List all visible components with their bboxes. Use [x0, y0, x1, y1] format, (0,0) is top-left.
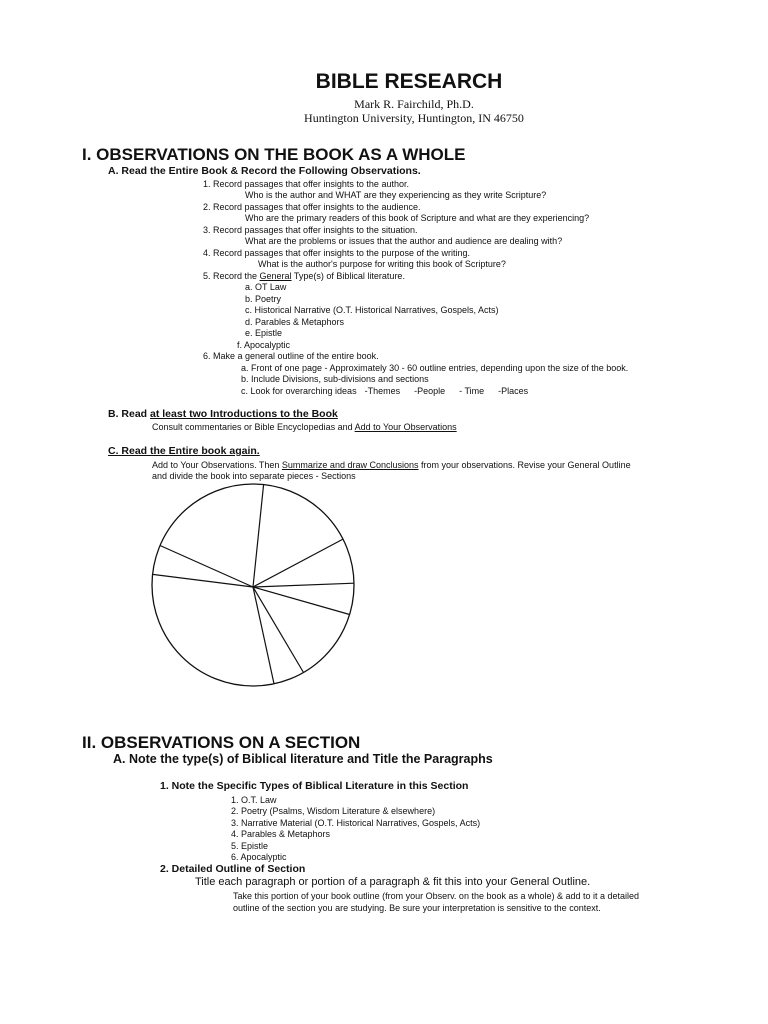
section-1a-heading: A. Read the Entire Book & Record the Following Observations.	[108, 165, 421, 177]
section-1c-line-1-pre: Add to Your Observations. Then	[152, 460, 282, 470]
item-4-question: What is the author's purpose for writing this book of Scripture?	[258, 259, 506, 269]
section-1c-line-1-post: from your observations. Revise your General Outline	[418, 460, 631, 470]
section-2-sub2-detail-2: outline of the section you are studying. Be sure your interpretation is sensitive to the context.	[233, 903, 601, 913]
item-1: 1. Record passages that offer insights to the author.	[203, 179, 409, 189]
pie-spoke	[253, 539, 343, 587]
section-1b-text-underlined: Add to Your Observations	[354, 422, 457, 432]
item-6-c-label: c. Look for overarching ideas	[241, 386, 357, 396]
item-1-question: Who is the author and WHAT are they experiencing as they write Scripture?	[245, 190, 547, 200]
item-5-sub: a. OT Law	[245, 282, 287, 292]
item-2-question: Who are the primary readers of this book of Scripture and what are they experiencing?	[245, 213, 590, 223]
tag-people: -People	[414, 386, 446, 396]
item-5-sub: c. Historical Narrative (O.T. Historical Narratives, Gospels, Acts)	[245, 305, 499, 315]
section-2-sub1-item: 2. Poetry (Psalms, Wisdom Literature & elsewhere)	[231, 806, 436, 816]
section-2-sub2-heading: 2. Detailed Outline of Section	[160, 863, 306, 875]
section-1-heading: I. OBSERVATIONS ON THE BOOK AS A WHOLE	[82, 145, 466, 164]
item-3-question: What are the problems or issues that the author and audience are dealing with?	[245, 236, 563, 246]
section-2a-heading: A. Note the type(s) of Biblical literature and Title the Paragraphs	[113, 752, 493, 766]
page-title: BIBLE RESEARCH	[315, 70, 503, 93]
item-5-sub: e. Epistle	[245, 328, 283, 338]
pie-spoke	[253, 587, 274, 684]
section-1c-line-2: and divide the book into separate pieces - Sections	[152, 471, 356, 481]
item-5-sub: d. Parables & Metaphors	[245, 317, 345, 327]
pie-spoke	[253, 583, 354, 587]
pie-spoke	[253, 485, 264, 587]
item-6-a: a. Front of one page - Approximately 30 - 60 outline entries, depending upon the size of the book.	[241, 363, 629, 373]
item-2: 2. Record passages that offer insights to the audience.	[203, 202, 421, 212]
affiliation-line: Huntington University, Huntington, IN 46750	[304, 111, 524, 125]
item-5-sub: b. Poetry	[245, 294, 282, 304]
section-1b-underlined: at least two Introductions to the Book	[150, 408, 338, 420]
item-5-sub: f. Apocalyptic	[237, 340, 291, 350]
section-2-sub2-text: Title each paragraph or portion of a paragraph & fit this into your General Outline.	[195, 876, 591, 888]
item-4: 4. Record passages that offer insights to the purpose of the writing.	[203, 248, 470, 258]
section-2-sub1-item: 3. Narrative Material (O.T. Historical Narratives, Gospels, Acts)	[231, 818, 481, 828]
item-5-post: Type(s) of Biblical literature.	[291, 271, 405, 281]
item-5-pre: 5. Record the	[203, 271, 260, 281]
tag-places: -Places	[498, 386, 529, 396]
pie-spokes	[153, 485, 354, 684]
section-2-sub1-heading: 1. Note the Specific Types of Biblical Literature in this Section	[160, 780, 469, 792]
section-2-sub1-item: 6. Apocalyptic	[231, 852, 287, 862]
item-6: 6. Make a general outline of the entire book.	[203, 351, 379, 361]
section-1b-text-pre: Consult commentaries or Bible Encyclopedias and	[152, 422, 355, 432]
item-3: 3. Record passages that offer insights to the situation.	[203, 225, 418, 235]
section-1c-line-1-underlined: Summarize and draw Conclusions	[281, 460, 419, 470]
section-2-sub1-item: 1. O.T. Law	[231, 795, 277, 805]
section-2-sub2-detail-1: Take this portion of your book outline (from your Observ. on the book as a whole) & add to it a detailed	[233, 891, 640, 901]
item-5-general: General	[259, 271, 292, 281]
section-1b-pre: B. Read	[108, 408, 151, 420]
section-2-sub1-item: 4. Parables & Metaphors	[231, 829, 331, 839]
item-6-b: b. Include Divisions, sub-divisions and sections	[241, 374, 429, 384]
tag-themes: -Themes	[364, 386, 401, 396]
section-2-sub1-item: 5. Epistle	[231, 841, 269, 851]
section-1c-heading: C. Read the Entire book again.	[108, 445, 260, 457]
section-2-heading: II. OBSERVATIONS ON A SECTION	[82, 733, 361, 752]
author-line: Mark R. Fairchild, Ph.D.	[354, 97, 474, 111]
tag-time: - Time	[459, 386, 485, 396]
